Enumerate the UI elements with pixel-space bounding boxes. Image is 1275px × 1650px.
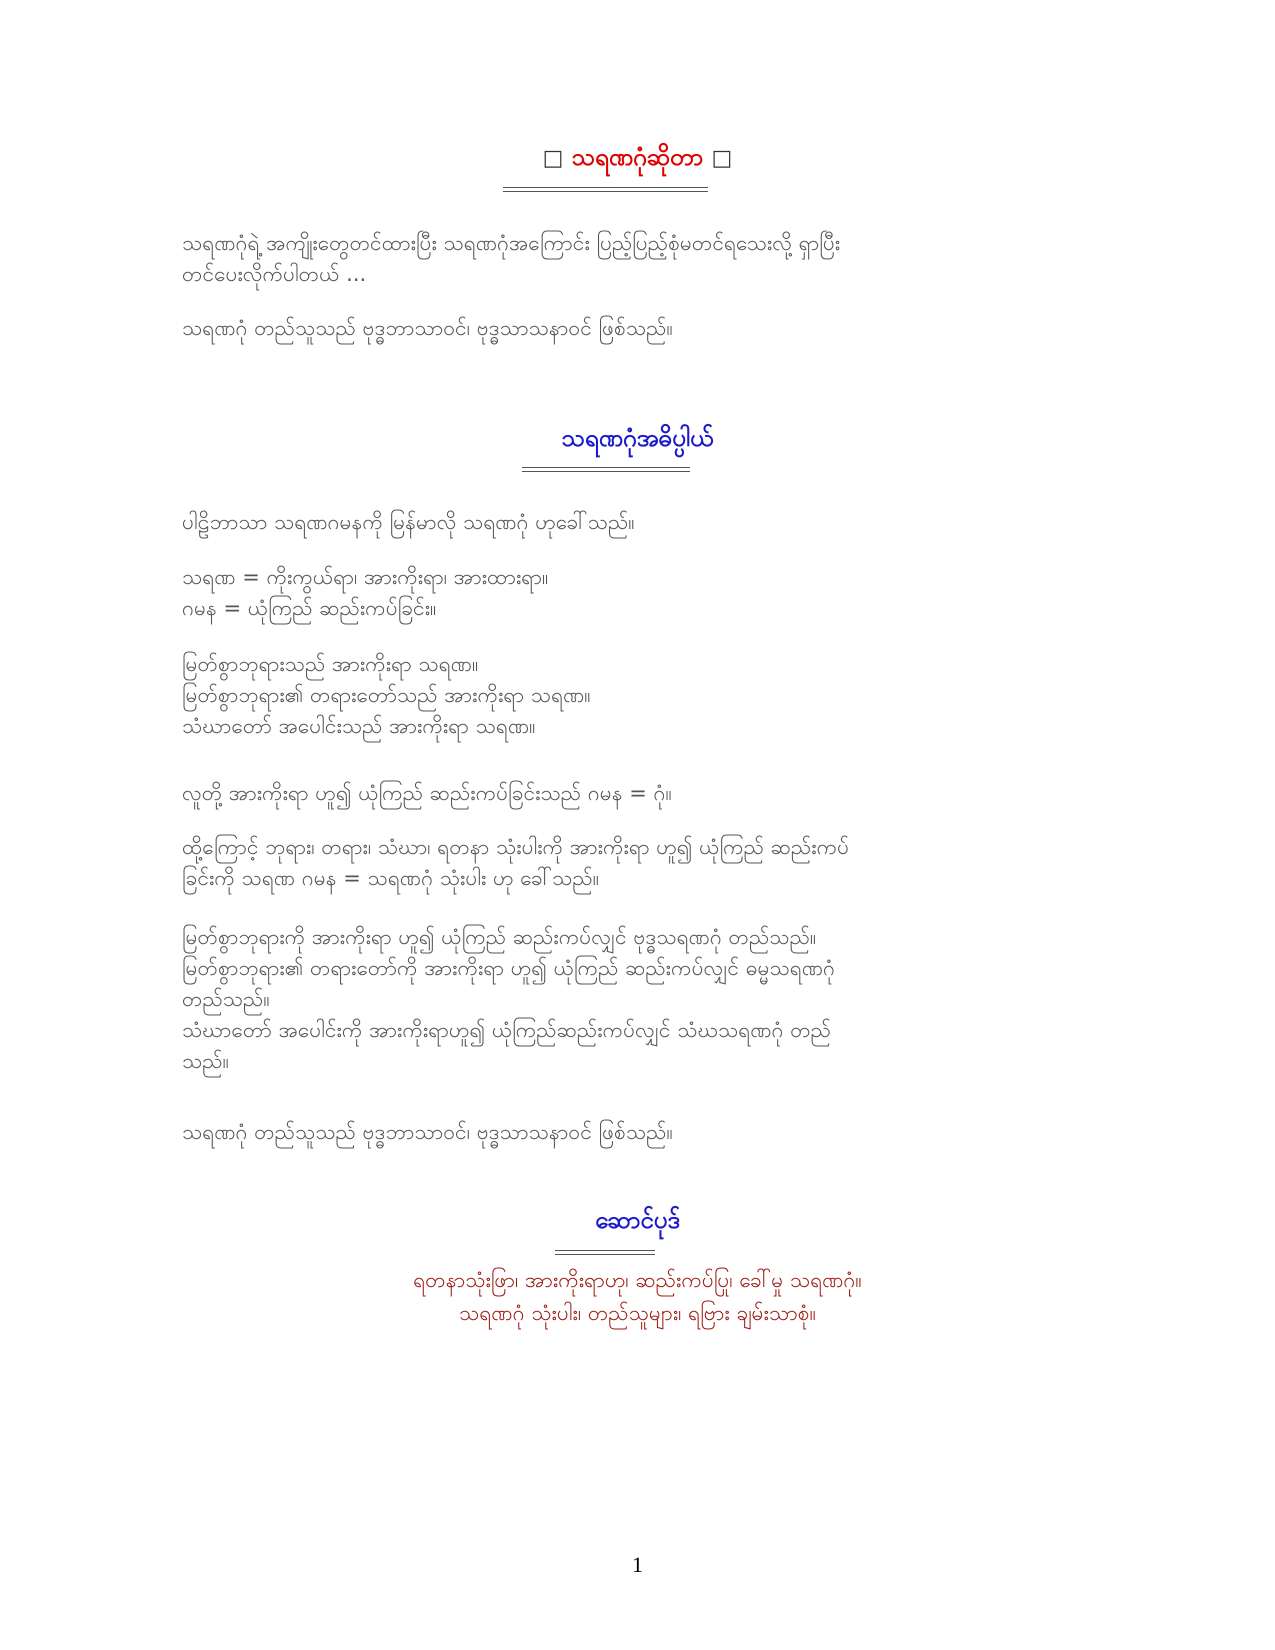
- three-refuges-line: မြတ်စွာဘုရား၏ တရားတော်ကို အားကိုးရာ ဟူ၍ ယုံကြည် ဆည်းကပ်လျှင် ဓမ္မသရဏဂုံ: [182, 956, 836, 980]
- summary-paragraph: [182, 313, 1088, 344]
- meaning-double-rule: [522, 467, 690, 472]
- refuge-line: မြတ်စွာဘုရား၏ တရားတော်သည် အားကိုးရာ သရဏ။: [182, 683, 591, 707]
- three-refuges-line: သည်။: [182, 1049, 229, 1073]
- intro-line: သရဏဂုံရဲ့ အကျိုးတွေတင်ထားပြီး သရဏဂုံအကြောင်း ပြည့်ပြည့်စုံမတင်ရသေးလို့ ရှာပြီး: [182, 231, 841, 255]
- refuges-paragraph: [182, 649, 1088, 742]
- title-double-rule: [503, 187, 708, 192]
- refuge-line: သံဃာတော် အပေါင်းသည် အားကိုးရာ သရဏ။: [182, 714, 536, 738]
- summary-line: သရဏဂုံ တည်သူသည် ဗုဒ္ဓဘာသာဝင်၊ ဗုဒ္ဓသာသနာဝင် ဖြစ်သည်။: [182, 1120, 673, 1144]
- therefore-line: ခြင်းကို သရဏ ဂမန = သရဏဂုံ သုံးပါး ဟု ခေါ်သည်။: [182, 866, 600, 890]
- three-refuges-paragraph: [182, 922, 1088, 1077]
- summary-paragraph-2: [182, 1117, 1088, 1148]
- three-refuges-line: သံဃာတော် အပေါင်းကို အားကိုးရာဟူ၍ ယုံကြည်ဆည်းကပ်လျှင် သံဃသရဏဂုံ တည်: [182, 1018, 831, 1042]
- people-line: လူတို့ အားကိုးရာ ဟူ၍ ယုံကြည် ဆည်းကပ်ခြင်းသည် ဂမန = ဂုံ။: [182, 781, 672, 805]
- definition-paragraph: [182, 562, 1088, 624]
- section-heading-meaning: [0, 422, 1275, 454]
- verse-line: သရဏဂုံ သုံးပါး၊ တည်သူများ၊ ရဗြား ချမ်းသာစုံ။: [459, 1301, 816, 1325]
- pali-line: ပါဠိဘာသာ သရဏဂမနကို မြန်မာလို သရဏဂုံ ဟုခေါ်သည်။: [182, 510, 635, 534]
- summary-line: သရဏဂုံ တည်သူသည် ဗုဒ္ဓဘာသာဝင်၊ ဗုဒ္ဓသာသနာဝင် ဖြစ်သည်။: [182, 316, 673, 340]
- verse-line: ရတနာသုံးဖြာ၊ အားကိုးရာဟု၊ ဆည်းကပ်ပြု၊ ခေါ်မှု သရဏဂုံ။: [413, 1268, 862, 1292]
- box-right-icon: □: [711, 146, 733, 171]
- verse-block: [0, 1264, 1275, 1330]
- refuge-line: မြတ်စွာဘုရားသည် အားကိုးရာ သရဏ။: [182, 652, 479, 676]
- therefore-paragraph: [182, 832, 1088, 894]
- therefore-line: ထို့ကြောင့် ဘုရား၊ တရား၊ သံဃာ၊ ရတနာ သုံးပါးကို အားကိုးရာ ဟူ၍ ယုံကြည် ဆည်းကပ်: [182, 835, 850, 859]
- definition-line: ဂမန = ယုံကြည် ဆည်းကပ်ခြင်း။: [182, 596, 437, 620]
- box-left-icon: □: [542, 146, 564, 171]
- main-title: သရဏဂုံဆိုတာ: [571, 143, 704, 171]
- section-heading-verse: [0, 1204, 1275, 1236]
- three-refuges-line: တည်သည်။: [182, 987, 270, 1011]
- meaning-title: သရဏဂုံအဓိပ္ပါယ်: [561, 424, 714, 452]
- people-paragraph: [182, 778, 1088, 809]
- pali-paragraph: [182, 507, 1088, 538]
- verse-double-rule: [555, 1250, 655, 1255]
- page-number: 1: [632, 1552, 643, 1577]
- definition-line: သရဏ = ကိုးကွယ်ရာ၊ အားကိုးရာ၊ အားထားရာ။: [182, 565, 549, 589]
- intro-line: တင်ပေးလိုက်ပါတယ် ...: [182, 262, 367, 286]
- intro-paragraph: [182, 228, 1088, 290]
- three-refuges-line: မြတ်စွာဘုရားကို အားကိုးရာ ဟူ၍ ယုံကြည် ဆည်းကပ်လျှင် ဗုဒ္ဓသရဏဂုံ တည်သည်။: [182, 925, 817, 949]
- section-heading-main: [0, 141, 1275, 175]
- verse-title: ဆောင်ပုဒ်: [595, 1206, 680, 1234]
